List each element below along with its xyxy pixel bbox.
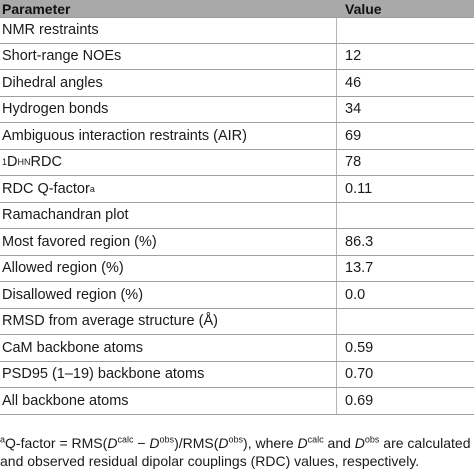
footnote-sup: obs [364,434,380,445]
label-rest: RDC [30,154,62,171]
table-row [0,256,474,283]
table-header [0,0,474,17]
row-value: 69 [345,127,362,144]
footnote-text: and [323,435,355,451]
row-label: Short-range NOEs [0,44,337,70]
row-label: Allowed region (%) [0,256,337,282]
footnote-symbol: D [218,435,229,451]
row-value: 86.3 [345,233,374,250]
row-label: Dihedral angles [0,70,337,96]
table-row [0,176,474,203]
row-value: 13.7 [345,260,374,277]
row-label: CaM backbone atoms [0,335,337,361]
row-label: RDC Q-factor a [0,176,337,202]
footnote-symbol: D [107,435,118,451]
row-value: 0.69 [345,392,374,409]
header-value: Value [345,0,382,17]
row-value: 0.59 [345,339,374,356]
row-label: All backbone atoms [0,388,337,414]
row-label: Disallowed region (%) [0,282,337,308]
row-value: 12 [345,48,362,65]
table-footnote [0,434,474,470]
footnote-sup: obs [228,434,244,445]
label-main: RDC Q-factor [2,180,90,197]
header-parameter: Parameter [2,0,71,17]
footnote-sup: calc [307,434,324,445]
row-label: 1 D HN RDC [0,150,337,176]
table-row [0,229,474,256]
row-label: RMSD from average structure (Å) [0,309,337,335]
footnote-text: are calculated [379,435,471,451]
footnote-text: − [133,435,150,451]
footnote-text: )/RMS( [174,435,219,451]
table-row [0,282,474,309]
footnote-text: Q-factor = RMS( [5,435,108,451]
table-row [0,362,474,389]
footnote-sup: calc [117,434,134,445]
row-label: Most favored region (%) [0,229,337,255]
footnote-mark: a [0,434,6,445]
table-row [0,123,474,150]
table-row [0,97,474,124]
table-row [0,335,474,362]
row-value: 0.0 [345,286,366,303]
table-row [0,203,474,230]
table-row [0,70,474,97]
row-value: 78 [345,154,362,171]
footnote-text: ), where [243,435,298,451]
row-label: Ambiguous interaction restraints (AIR) [0,123,337,149]
row-label: Hydrogen bonds [0,97,337,123]
row-label: NMR restraints [0,18,337,43]
row-label: PSD95 (1–19) backbone atoms [0,362,337,388]
footnote-line-1 [0,434,474,452]
table-row [0,388,474,415]
footnote-sup: obs [159,434,175,445]
footnote-symbol: D [297,435,308,451]
table-row [0,44,474,71]
row-value: 46 [345,74,362,91]
table-row [0,150,474,177]
footnote-symbol: D [354,435,365,451]
row-value: 0.11 [345,180,373,197]
row-value: 34 [345,101,362,118]
footnote-line-2: and observed residual dipolar couplings (RDC) values, respectively. [0,453,420,469]
row-value: 0.70 [345,366,374,383]
label-main: D [7,154,18,171]
row-label: Ramachandran plot [0,203,337,229]
table-row [0,309,474,336]
footnote-symbol: D [149,435,160,451]
table-row [0,17,474,44]
